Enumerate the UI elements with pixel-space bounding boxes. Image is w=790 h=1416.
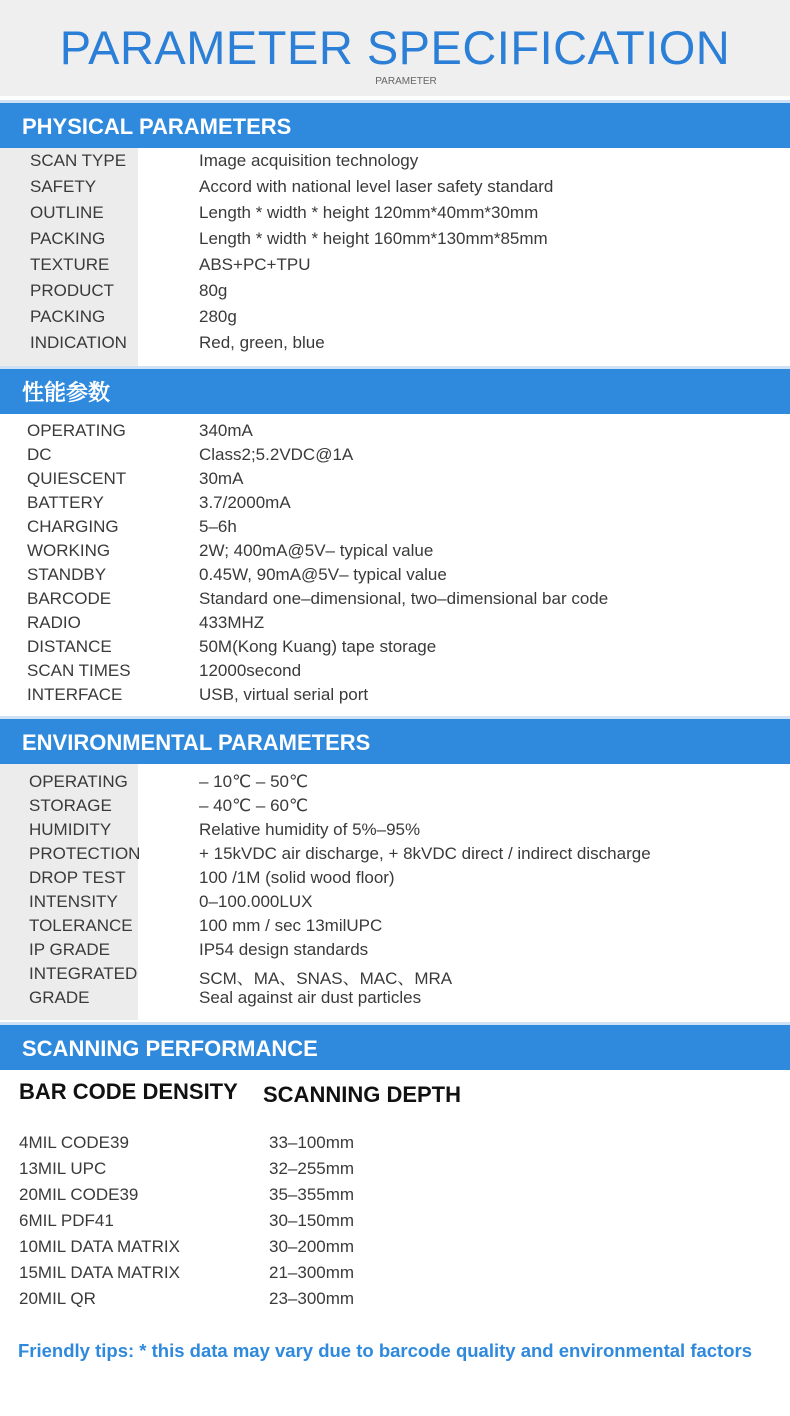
param-label: PRODUCT bbox=[30, 281, 115, 300]
param-value: 12000second bbox=[199, 661, 302, 680]
depth-value: 30–150mm bbox=[269, 1211, 355, 1230]
param-label: IP GRADE bbox=[29, 940, 110, 959]
param-value: 0–100.000LUX bbox=[199, 892, 313, 911]
param-label: HUMIDITY bbox=[29, 820, 112, 839]
param-value: ABS+PC+TPU bbox=[199, 255, 311, 274]
param-label: INTERFACE bbox=[27, 685, 123, 704]
param-label: SCAN TIMES bbox=[27, 661, 131, 680]
param-value: 340mA bbox=[199, 421, 253, 440]
density-label: 10MIL DATA MATRIX bbox=[19, 1237, 180, 1256]
param-value: IP54 design standards bbox=[199, 940, 369, 959]
density-label: 4MIL CODE39 bbox=[19, 1133, 129, 1152]
param-label: TEXTURE bbox=[30, 255, 110, 274]
depth-value: 30–200mm bbox=[269, 1237, 355, 1256]
param-value: – 40℃ – 60℃ bbox=[199, 796, 309, 815]
density-label: 13MIL UPC bbox=[19, 1159, 107, 1178]
param-value: 30mA bbox=[199, 469, 244, 488]
param-value: Length * width * height 120mm*40mm*30mm bbox=[199, 203, 539, 222]
param-label: SCAN TYPE bbox=[30, 151, 127, 170]
param-label: STANDBY bbox=[27, 565, 107, 584]
section-title: SCANNING PERFORMANCE bbox=[22, 1036, 318, 1061]
section-title: 性能参数 bbox=[22, 380, 111, 405]
param-label: OPERATING bbox=[27, 421, 126, 440]
physical-parameters-table bbox=[0, 148, 790, 366]
column-header-depth: SCANNING DEPTH bbox=[263, 1082, 462, 1107]
param-label: GRADE bbox=[29, 988, 90, 1007]
section-header-environmental bbox=[0, 716, 790, 764]
param-label: BATTERY bbox=[27, 493, 104, 512]
depth-value: 33–100mm bbox=[269, 1133, 355, 1152]
param-value: 280g bbox=[199, 307, 237, 326]
param-value: 433MHZ bbox=[199, 613, 265, 632]
param-value: USB, virtual serial port bbox=[199, 685, 369, 704]
param-value: 0.45W, 90mA@5V– typical value bbox=[199, 565, 447, 584]
section-title: ENVIRONMENTAL PARAMETERS bbox=[22, 730, 371, 755]
param-value: + 15kVDC air discharge, + 8kVDC direct / indirect discharge bbox=[199, 844, 651, 863]
density-label: 6MIL PDF41 bbox=[19, 1211, 114, 1230]
param-value: 100 mm / sec 13milUPC bbox=[199, 916, 383, 935]
param-label: QUIESCENT bbox=[27, 469, 127, 488]
param-label: DC bbox=[27, 445, 52, 464]
density-label: 20MIL QR bbox=[19, 1289, 96, 1308]
param-value: Seal against air dust particles bbox=[199, 988, 422, 1007]
param-label: INTEGRATED bbox=[29, 964, 138, 983]
param-value: 80g bbox=[199, 281, 228, 300]
param-label: STORAGE bbox=[29, 796, 112, 815]
param-value: 100 /1M (solid wood floor) bbox=[199, 868, 395, 887]
page-header bbox=[0, 0, 790, 96]
param-value: Length * width * height 160mm*130mm*85mm bbox=[199, 229, 548, 248]
param-label: INDICATION bbox=[30, 333, 127, 352]
param-value: Accord with national level laser safety standard bbox=[199, 177, 554, 196]
param-label: RADIO bbox=[27, 613, 81, 632]
param-label: BARCODE bbox=[27, 589, 112, 608]
param-label: WORKING bbox=[27, 541, 111, 560]
depth-value: 21–300mm bbox=[269, 1263, 355, 1282]
param-value: 3.7/2000mA bbox=[199, 493, 291, 512]
depth-value: 32–255mm bbox=[269, 1159, 355, 1178]
param-value: – 10℃ – 50℃ bbox=[199, 772, 309, 791]
param-label: DROP TEST bbox=[29, 868, 126, 887]
page-subtitle: PARAMETER bbox=[375, 76, 437, 87]
scanning-performance-table bbox=[0, 1130, 790, 1320]
density-label: 15MIL DATA MATRIX bbox=[19, 1263, 180, 1282]
performance-parameters-table bbox=[0, 414, 790, 714]
param-label: PACKING bbox=[30, 307, 106, 326]
param-value: Red, green, blue bbox=[199, 333, 325, 352]
param-label: CHARGING bbox=[27, 517, 119, 536]
depth-value: 35–355mm bbox=[269, 1185, 355, 1204]
param-value: Class2;5.2VDC@1A bbox=[199, 445, 354, 464]
section-title: PHYSICAL PARAMETERS bbox=[22, 114, 292, 139]
param-label: PROTECTION bbox=[29, 844, 141, 863]
param-label: SAFETY bbox=[30, 177, 97, 196]
param-value: 2W; 400mA@5V– typical value bbox=[199, 541, 434, 560]
section-header-scanning bbox=[0, 1022, 790, 1070]
param-value: Standard one–dimensional, two–dimensional bar code bbox=[199, 589, 609, 608]
depth-value: 23–300mm bbox=[269, 1289, 355, 1308]
section-header-physical bbox=[0, 100, 790, 148]
density-label: 20MIL CODE39 bbox=[19, 1185, 139, 1204]
param-value: Relative humidity of 5%–95% bbox=[199, 820, 421, 839]
param-label: TOLERANCE bbox=[29, 916, 133, 935]
environmental-parameters-table bbox=[0, 764, 790, 1020]
param-label: INTENSITY bbox=[29, 892, 118, 911]
section-header-performance bbox=[0, 366, 790, 414]
param-label: OUTLINE bbox=[30, 203, 104, 222]
param-label: DISTANCE bbox=[27, 637, 112, 656]
param-value: 50M(Kong Kuang) tape storage bbox=[199, 637, 437, 656]
param-label: OPERATING bbox=[29, 772, 128, 791]
column-header-density: BAR CODE DENSITY bbox=[19, 1079, 238, 1104]
param-value: 5–6h bbox=[199, 517, 237, 536]
param-label: PACKING bbox=[30, 229, 106, 248]
page-title: PARAMETER SPECIFICATION bbox=[59, 21, 731, 74]
param-value: SCM、MA、SNAS、MAC、MRA bbox=[199, 969, 453, 988]
param-value: Image acquisition technology bbox=[199, 151, 419, 170]
friendly-tips: Friendly tips: * this data may vary due to barcode quality and environmental factors bbox=[18, 1340, 753, 1361]
